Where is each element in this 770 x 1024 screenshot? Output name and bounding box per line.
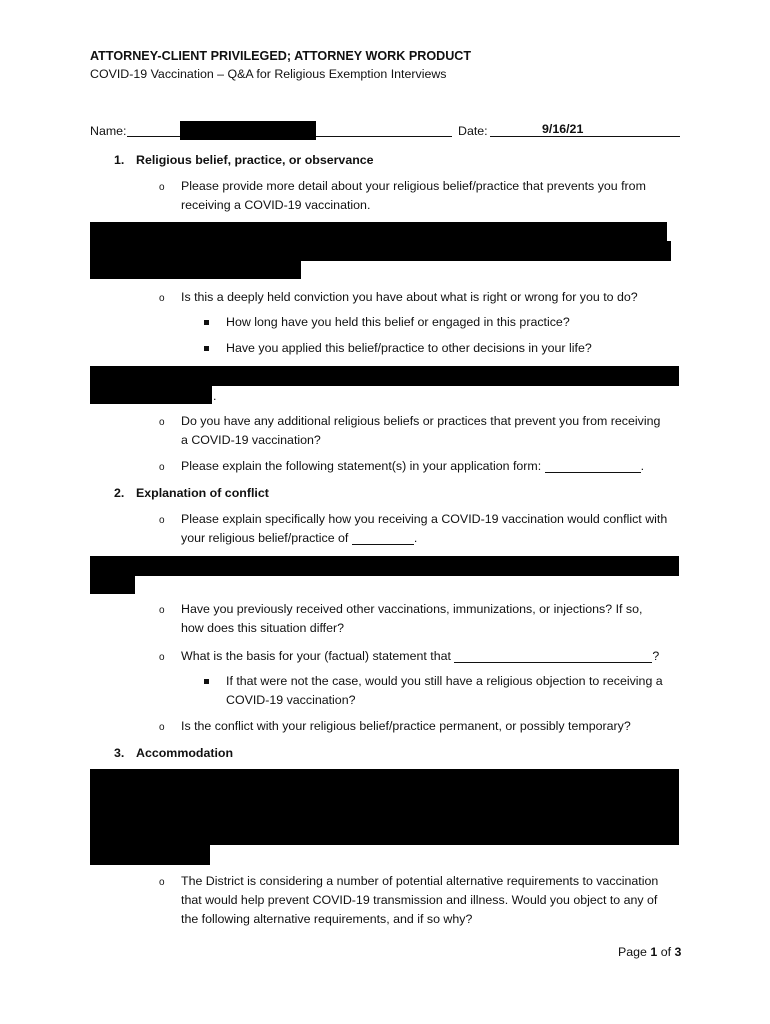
s2-q3-text: What is the basis for your (factual) statement that — [181, 649, 455, 663]
fill-in-blank — [454, 649, 652, 663]
date-value: 9/16/21 — [542, 122, 584, 136]
document-subtitle: COVID-19 Vaccination – Q&A for Religious Exemption Interviews — [90, 67, 447, 81]
bullet-square — [204, 346, 209, 351]
answer-redaction — [90, 844, 210, 865]
section1-title: Religious belief, practice, or observance — [136, 153, 374, 167]
bullet-circle: o — [159, 462, 165, 473]
s3-q1-line1: The District is considering a number of potential alternative requirements to vaccination — [181, 874, 659, 888]
s1-q2: Is this a deeply held conviction you have about what is right or wrong for you to do? — [181, 290, 638, 304]
s2-q3 — [181, 649, 659, 663]
s1-q2-sub1: How long have you held this belief or engaged in this practice? — [226, 315, 570, 329]
s2-q2-line1: Have you previously received other vaccinations, immunizations, or injections? If so, — [181, 602, 643, 616]
bullet-circle: o — [159, 652, 165, 663]
answer-redaction — [90, 366, 679, 386]
s3-q1-line2: that would help prevent COVID-19 transmission and illness. Would you object to any of — [181, 893, 658, 907]
answer-redaction — [90, 260, 301, 279]
answer-redaction — [90, 575, 135, 594]
s2-q1-line1: Please explain specifically how you receiving a COVID-19 vaccination would conflict with — [181, 512, 668, 526]
fill-in-blank — [352, 531, 414, 545]
page-current: 1 — [650, 945, 658, 959]
answer-redaction — [90, 556, 679, 576]
answer-redaction — [90, 241, 671, 261]
s1-q4 — [181, 459, 644, 473]
date-label: Date: — [458, 124, 488, 138]
answer-redaction — [90, 769, 679, 845]
s2-q1-line2 — [181, 531, 417, 545]
s1-q3-line2: a COVID-19 vaccination? — [181, 433, 321, 447]
bullet-circle: o — [159, 722, 165, 733]
s2-q3-sub-line1: If that were not the case, would you still have a religious objection to receiving a — [226, 674, 663, 688]
bullet-circle: o — [159, 182, 165, 193]
privilege-header: ATTORNEY-CLIENT PRIVILEGED; ATTORNEY WORK PRODUCT — [90, 49, 472, 63]
s1-q3-line1: Do you have any additional religious beliefs or practices that prevent you from receiving — [181, 414, 661, 428]
page-of: of — [657, 945, 675, 959]
section3-number: 3. — [114, 746, 125, 760]
section2-title: Explanation of conflict — [136, 486, 269, 500]
s2-q4: Is the conflict with your religious belief/practice permanent, or possibly temporary? — [181, 719, 631, 733]
s1-q4-text: Please explain the following statement(s) in your application form: — [181, 459, 545, 473]
name-label: Name: — [90, 124, 127, 138]
bullet-square — [204, 679, 209, 684]
redaction-period: . — [213, 389, 217, 403]
page-total: 3 — [674, 945, 682, 959]
s2-q3-end: ? — [652, 649, 660, 663]
s1-q2-sub2: Have you applied this belief/practice to other decisions in your life? — [226, 341, 592, 355]
name-redaction — [180, 121, 316, 140]
bullet-circle: o — [159, 417, 165, 428]
section2-number: 2. — [114, 486, 125, 500]
bullet-square — [204, 320, 209, 325]
s1-q1-line2: receiving a COVID-19 vaccination. — [181, 198, 371, 212]
s2-q1-line2-text: your religious belief/practice of — [181, 531, 352, 545]
answer-redaction — [90, 385, 212, 404]
bullet-circle: o — [159, 877, 165, 888]
s1-q1-line1: Please provide more detail about your religious belief/practice that prevents you from — [181, 179, 646, 193]
bullet-circle: o — [159, 605, 165, 616]
s2-q2-line2: how does this situation differ? — [181, 621, 345, 635]
bullet-circle: o — [159, 293, 165, 304]
bullet-circle: o — [159, 515, 165, 526]
page-label: Page — [618, 945, 651, 959]
s2-q1-end: . — [413, 531, 418, 545]
fill-in-blank — [545, 459, 641, 473]
s2-q3-sub-line2: COVID-19 vaccination? — [226, 693, 356, 707]
s3-q1-line3: the following alternative requirements, and if so why? — [181, 912, 473, 926]
s1-q4-end: . — [640, 459, 645, 473]
section3-title: Accommodation — [136, 746, 234, 760]
answer-redaction — [90, 222, 667, 242]
date-underline — [490, 136, 680, 137]
section1-number: 1. — [114, 153, 125, 167]
page-number — [618, 945, 681, 959]
